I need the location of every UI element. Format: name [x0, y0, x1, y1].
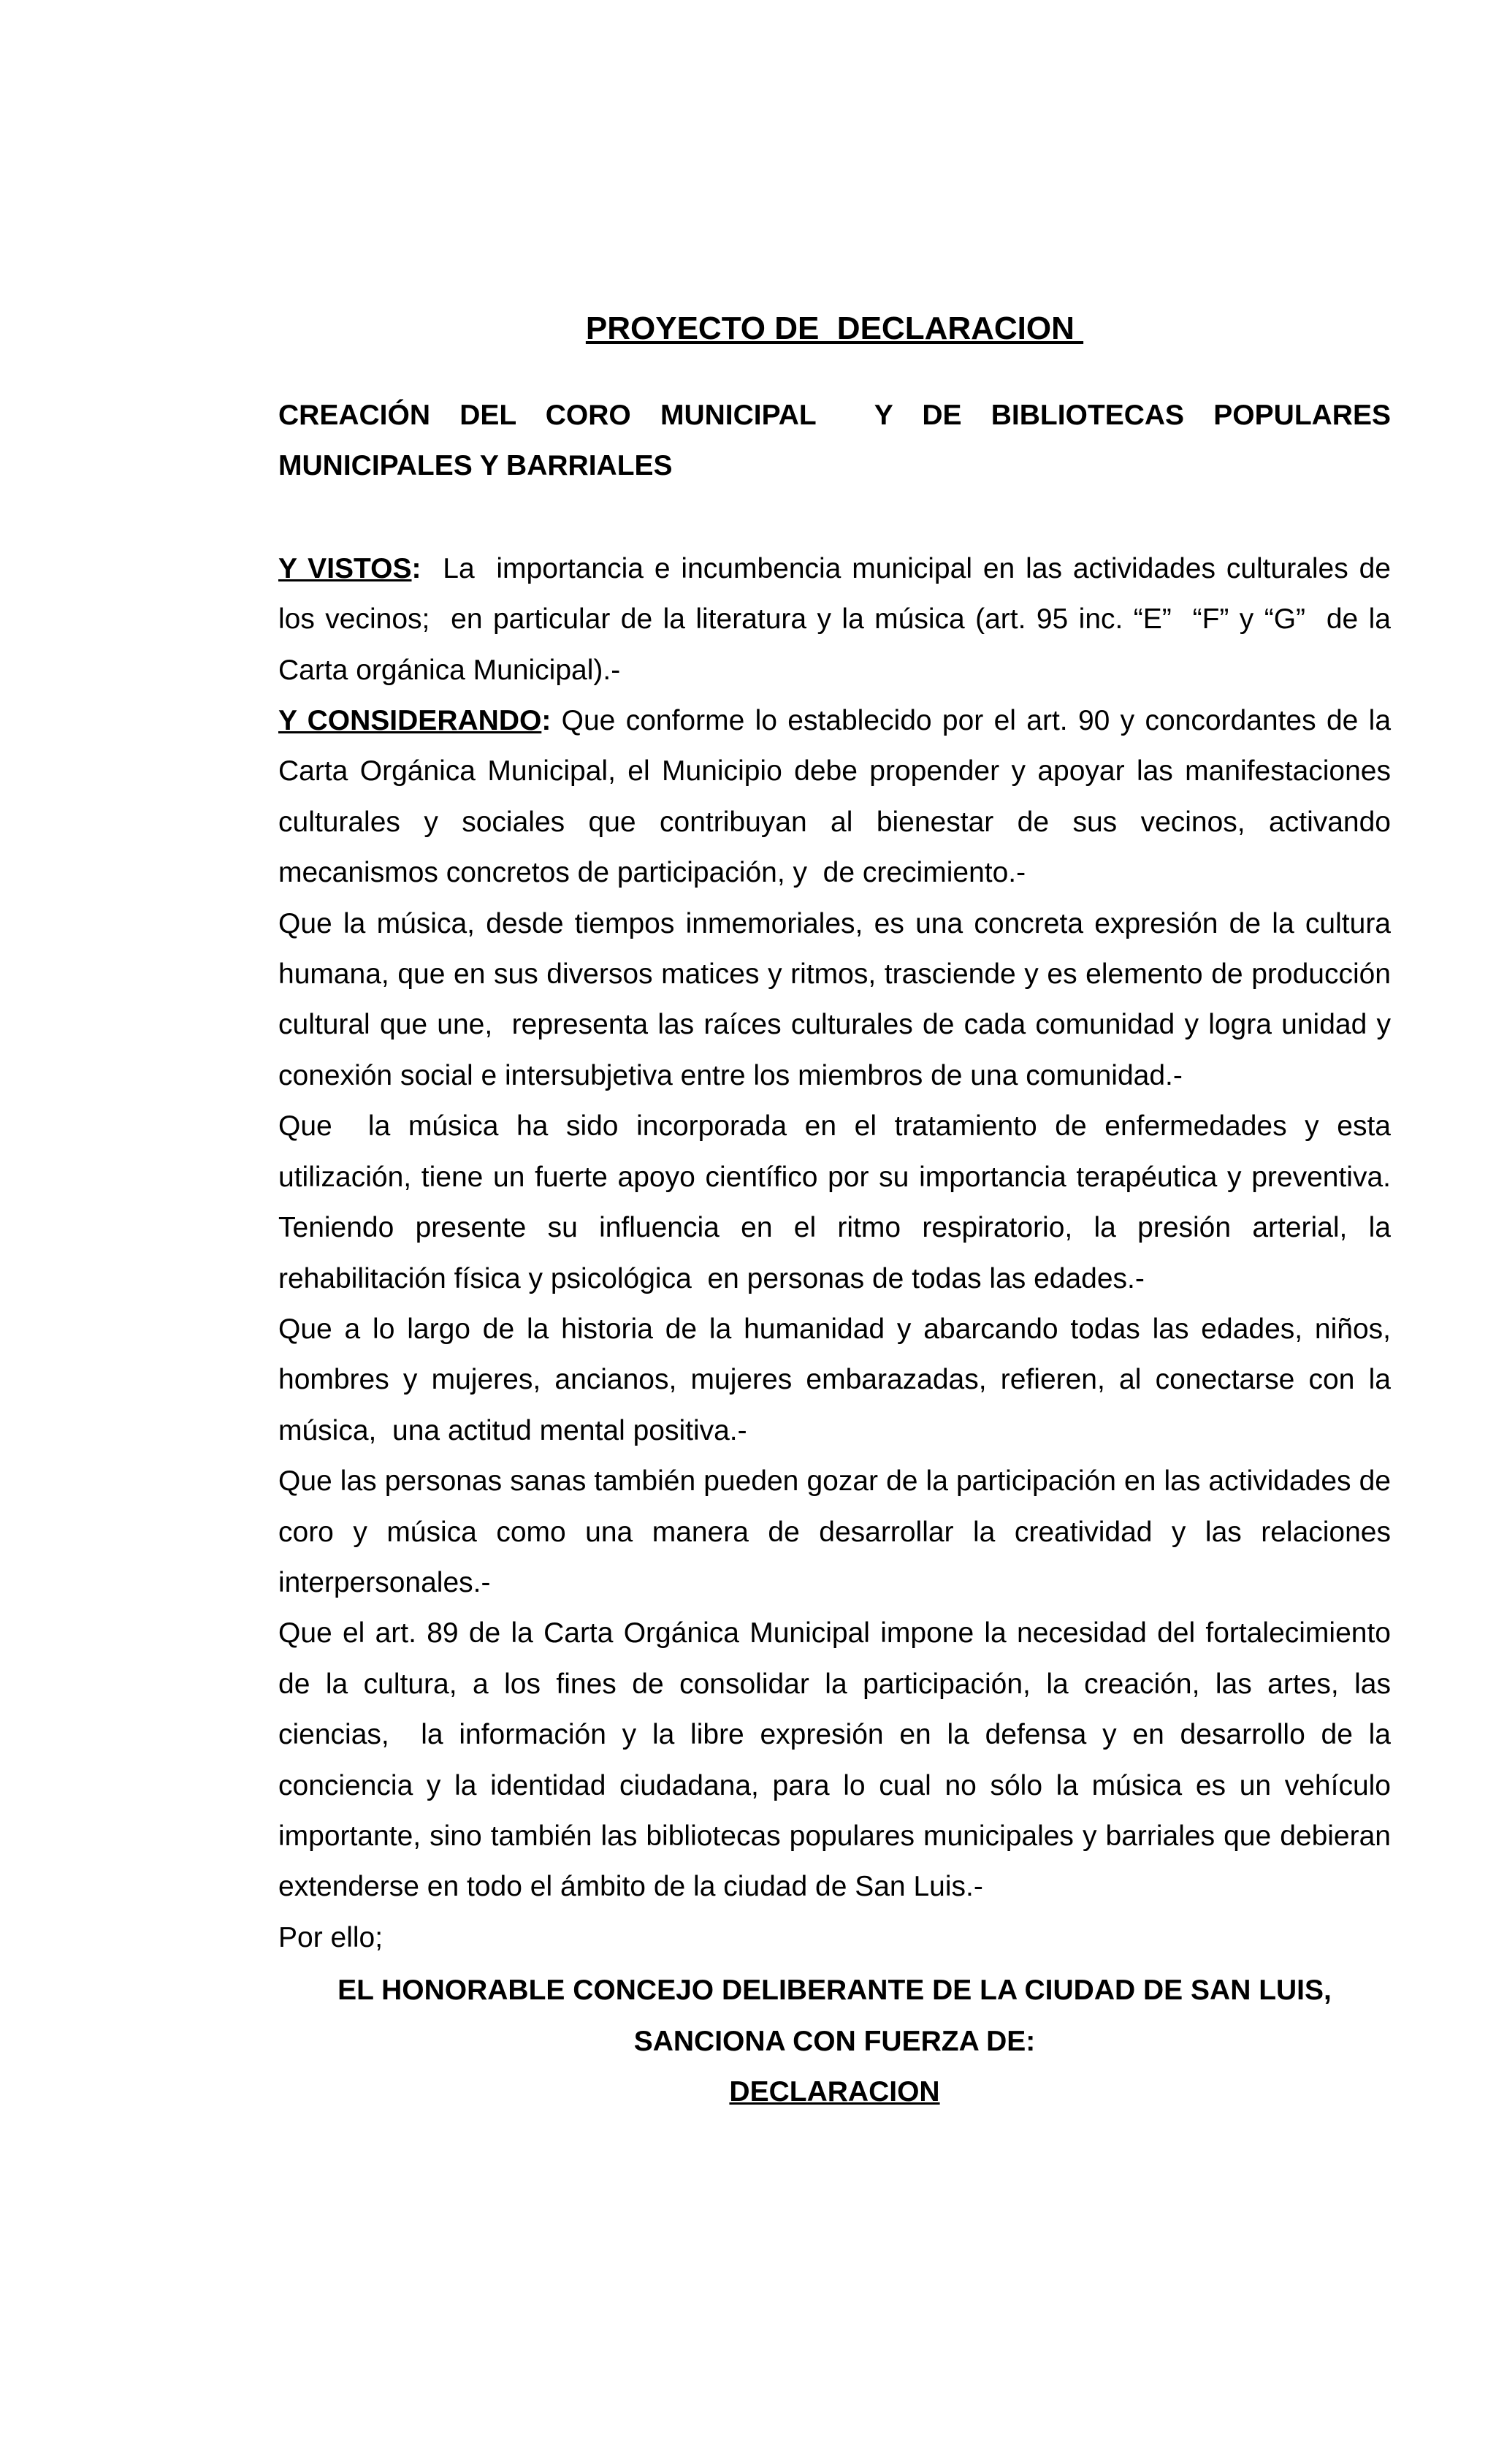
- considerando-text: Que conforme lo establecido por el art. 90 y concordantes de la Carta Orgánica Municipal, el Municipio debe propender y apoyar las manifestaciones culturales y sociales que contribuyan al bienestar de sus vecinos, activando mecanismos concretos de participación, y de crecimiento.-: [278, 705, 1399, 889]
- closing-council-line: EL HONORABLE CONCEJO DELIBERANTE DE LA CIUDAD DE SAN LUIS,: [337, 1975, 1332, 2007]
- vistos-text: La importancia e incumbencia municipal en las actividades culturales de los vecinos; en particular de la literatura y la música (art. 95 inc. “E” “F” y “G” de la Carta orgánica Municipal).-: [278, 552, 1399, 686]
- vistos-label: Y VISTOS: [278, 552, 412, 584]
- considerando-label: Y CONSIDERANDO: [278, 705, 542, 737]
- paragraph-musica-terapia: Que la música ha sido incorporada en el tratamiento de enfermedades y esta utilización, tiene un fuerte apoyo científico por su importancia terapéutica y preventiva. Teniendo presente su influencia en el ritmo respiratorio, la presión arterial, la rehabilitación física y psicológica en personas de todas las edades.-: [278, 1110, 1399, 1294]
- document-title: PROYECTO DE DECLARACION: [585, 310, 1084, 346]
- closing-block: [278, 1963, 1391, 2117]
- document-subject: CREACIÓN DEL CORO MUNICIPAL Y DE BIBLIOTECAS POPULARES MUNICIPALES Y BARRIALES: [278, 400, 1399, 482]
- closing-sanciona-line: SANCIONA CON FUERZA DE:: [633, 2025, 1036, 2057]
- considerando-paragraph: [278, 695, 1399, 899]
- document-body: [278, 292, 1399, 2117]
- vistos-paragraph: [278, 543, 1399, 695]
- paragraph-personas-sanas: Que las personas sanas también pueden gozar de la participación en las actividades de coro y música como una manera de desarrollar la creatividad y las relaciones interpersonales.-: [278, 1465, 1399, 1598]
- closing-declaracion-heading: DECLARACION: [729, 2076, 940, 2108]
- paragraph-por-ello: Por ello;: [278, 1921, 383, 1953]
- paragraph-historia-humanidad: Que a lo largo de la historia de la humanidad y abarcando todas las edades, niños, hombres y mujeres, ancianos, mujeres embarazadas, refieren, al conectarse con la música, una actitud mental positiva.-: [278, 1313, 1399, 1446]
- vistos-colon: :: [411, 552, 421, 584]
- paragraph-musica-cultura: Que la música, desde tiempos inmemoriales, es una concreta expresión de la cultura humana, que en sus diversos matices y ritmos, trasciende y es elemento de producción cultural que une, representa las raíces culturales de cada comunidad y logra unidad y conexión social e intersubjetiva entre los miembros de una comunidad.-: [278, 907, 1399, 1091]
- paragraph-articulo-89: Que el art. 89 de la Carta Orgánica Municipal impone la necesidad del fortalecimiento de la cultura, a los fines de consolidar la participación, la creación, las artes, las ciencias, la información y la libre expresión en la defensa y en desarrollo de la conciencia y la identidad ciudadana, para lo cual no sólo la música es un vehículo importante, sino también las bibliotecas populares municipales y barriales que debieran extenderse en todo el ámbito de la ciudad de San Luis.-: [278, 1617, 1399, 1903]
- considerando-colon: :: [541, 705, 552, 737]
